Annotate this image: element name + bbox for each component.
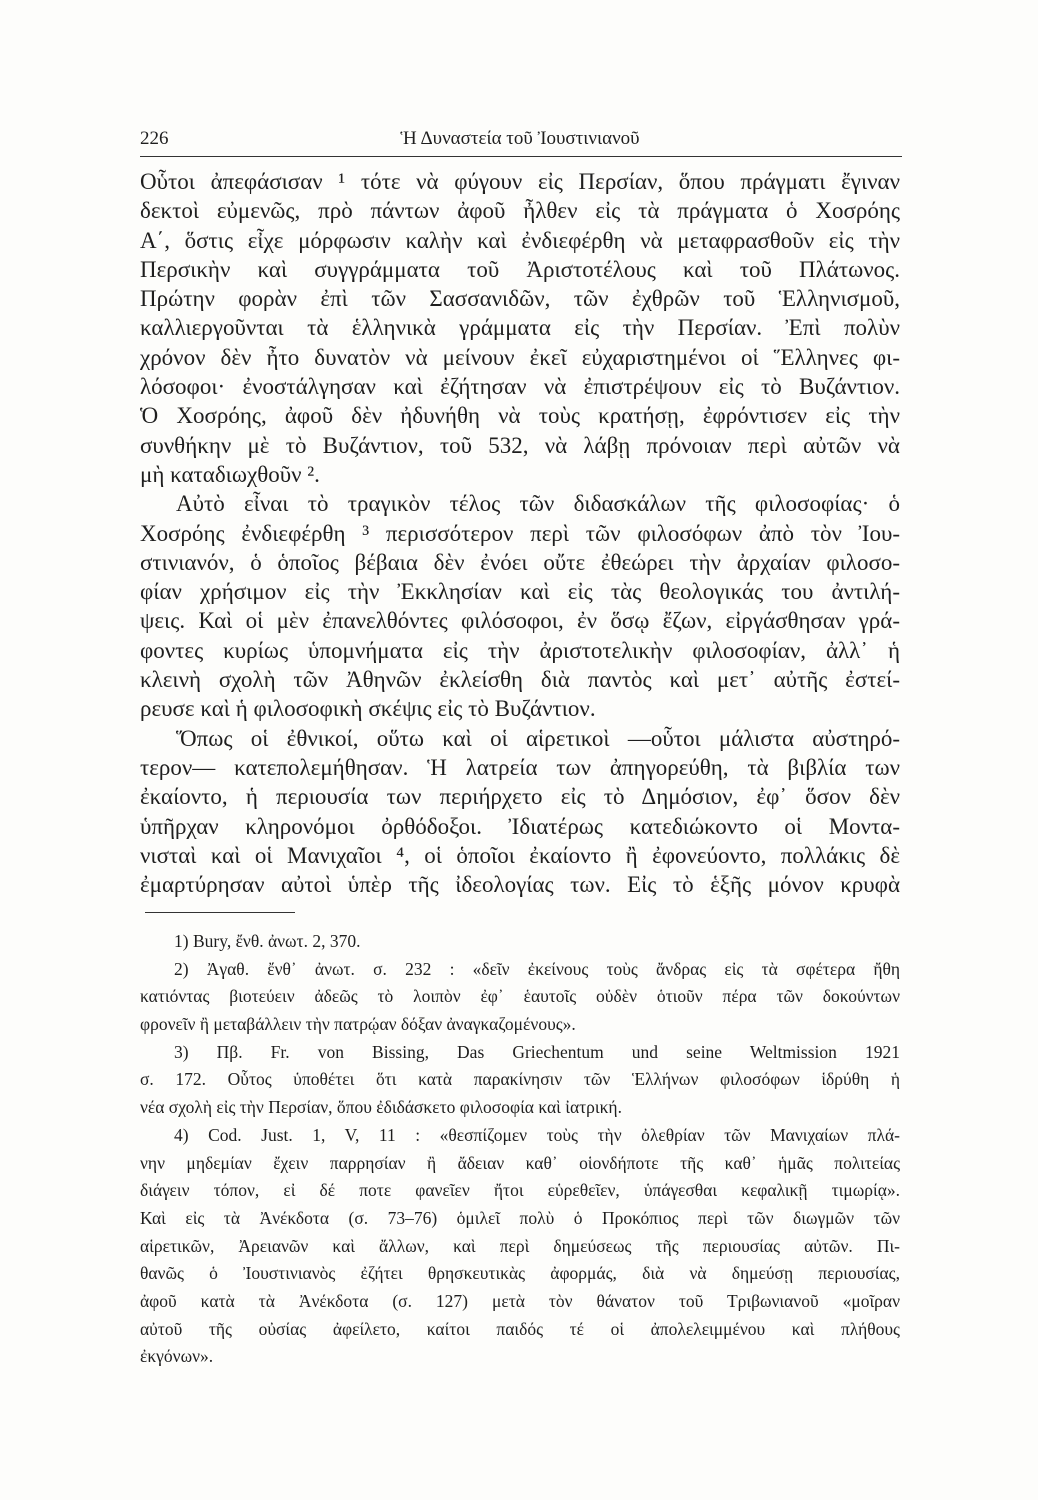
paragraph-line: ψεις. Καὶ οἱ μὲν ἐπανελθόντες φιλόσοφοι, ἐν ὅσῳ ἔζων, εἰργάσθησαν γρά- <box>140 608 900 634</box>
footnote-line: αἱρετικῶν, Ἀρειανῶν καὶ ἄλλων, καὶ περὶ δημεύσεως τῆς περιουσίας αὐτῶν. Πι- <box>140 1235 900 1256</box>
page-number: 226 <box>140 128 169 149</box>
paragraph-line: στινιανόν, ὁ ὁποῖος βέβαια δὲν ἐνόει οὔτε ἐθεώρει τὴν ἀρχαίαν φιλοσο- <box>140 549 900 575</box>
footnote-line: νέα σχολὴ εἰς τὴν Περσίαν, ὅπου ἐδιδάσκετο φιλοσοφία καὶ ἰατρική. <box>140 1097 622 1118</box>
footnote <box>140 1122 900 1371</box>
paragraph-line: τερον— κατεπολεμήθησαν. Ἡ λατρεία των ἀπηγορεύθη, τὰ βιβλία των <box>140 754 900 780</box>
footnote-line: αὐτοῦ τῆς οὐσίας ἀφείλετο, καίτοι παιδός τέ οἱ ἀπολελειμμένου καὶ πλήθους <box>140 1318 900 1339</box>
paragraph-line: Οὗτοι ἀπεφάσισαν ¹ τότε νὰ φύγουν εἰς Περσίαν, ὅπου πράγματι ἔγιναν <box>140 169 900 194</box>
header-rule <box>140 156 902 157</box>
footnote-line: κατιόντας βιοτεύειν ἀδεῶς τὸ λοιπὸν ἐφ᾽ ἑαυτοῖς οὐδὲν ὁτιοῦν πέρα τῶν δοκούντων <box>140 986 900 1007</box>
footnote-line: 2) Ἀγαθ. ἔνθ᾽ ἀνωτ. σ. 232 : «δεῖν ἐκείνους τοὺς ἄνδρας εἰς τὰ σφέτερα ἤθη <box>174 958 900 979</box>
paragraph-line: ρευσε καὶ ἡ φιλοσοφικὴ σκέψις εἰς τὸ Βυζάντιον. <box>140 696 596 722</box>
paragraph <box>140 167 900 489</box>
footnote-line: ἀφοῦ κατὰ τὰ Ἀνέκδοτα (σ. 127) μετὰ τὸν θάνατον τοῦ Τριβωνιανοῦ «μοῖραν <box>140 1290 900 1311</box>
footnote-line: νην μηδεμίαν ἔχειν παρρησίαν ἢ ἄδειαν καθ᾽ οἱονδήποτε τῆς καθ᾽ ἡμᾶς πολιτείας <box>140 1152 900 1173</box>
footnote <box>140 928 900 956</box>
paragraph-line: ἐκαίοντο, ἡ περιουσία των περιήρχετο εἰς τὸ Δημόσιον, ἐφ᾽ ὅσον δὲν <box>140 784 900 810</box>
paragraph-line: Χοσρόης ἐνδιεφέρθη ³ περισσότερον περὶ τῶν φιλοσόφων ἀπὸ τὸν Ἰου- <box>140 520 900 546</box>
paragraph-line: δεκτοὶ εὐμενῶς, πρὸ πάντων ἀφοῦ ἦλθεν εἰς τὰ πράγματα ὁ Χοσρόης <box>140 198 900 224</box>
footnote-line: 4) Cod. Just. 1, V, 11 : «θεσπίζομεν τοὺς τὴν ὀλεθρίαν τῶν Μανιχαίων πλά- <box>174 1124 900 1145</box>
paragraph-line: μὴ καταδιωχθοῦν ². <box>140 461 320 487</box>
paragraph-line: Πρώτην φορὰν ἐπὶ τῶν Σασσανιδῶν, τῶν ἐχθρῶν τοῦ Ἑλληνισμοῦ, <box>140 286 900 312</box>
footnote-line: φρονεῖν ἢ μεταβάλλειν τὴν πατρῴαν δόξαν ἀναγκαζομένους». <box>140 1014 576 1035</box>
paragraph-line: καλλιεργοῦνται τὰ ἑλληνικὰ γράμματα εἰς τὴν Περσίαν. Ἐπὶ πολὺν <box>140 315 900 341</box>
footnotes <box>140 928 900 1371</box>
footnote-line: διάγειν τόπον, εἰ δέ ποτε φανεῖεν ἤτοι εὑρεθεῖεν, ὑπάγεσθαι κεφαλικῇ τιμωρίᾳ». <box>140 1180 900 1201</box>
paragraph <box>140 489 900 723</box>
paragraph-line: συνθήκην μὲ τὸ Βυζάντιον, τοῦ 532, νὰ λάβῃ πρόνοιαν περὶ αὐτῶν νὰ <box>140 432 900 458</box>
paragraph-line: ἐμαρτύρησαν αὐτοὶ ὑπὲρ τῆς ἰδεολογίας των. Εἰς τὸ ἑξῆς μόνον κρυφὰ <box>140 872 900 898</box>
footnote-line: θανῶς ὁ Ἰουστινιανὸς ἐζήτει θρησκευτικὰς ἀφορμάς, διὰ νὰ δημεύσῃ περιουσίας, <box>140 1263 900 1284</box>
paragraph-line: χρόνον δὲν ἦτο δυνατὸν νὰ μείνουν ἐκεῖ εὐχαριστημένοι οἱ Ἕλληνες φι- <box>140 344 900 370</box>
footnote-line: 3) Πβ. Fr. von Bissing, Das Griechentum und seine Weltmission 1921 <box>174 1041 900 1062</box>
paragraph-line: φοντες κυρίως ὑπομνήματα εἰς τὴν ἀριστοτελικὴν φιλοσοφίαν, ἀλλ᾽ ἡ <box>140 637 900 663</box>
body-text <box>140 167 900 899</box>
paragraph-line: Α΄, ὅστις εἶχε μόρφωσιν καλὴν καὶ ἐνδιεφέρθη νὰ μεταφρασθοῦν εἰς τὴν <box>140 227 900 253</box>
footnote <box>140 1039 900 1122</box>
footnote-line: 1) Bury, ἔνθ. ἀνωτ. 2, 370. <box>174 931 361 951</box>
paragraph-line: Αὐτὸ εἶναι τὸ τραγικὸν τέλος τῶν διδασκάλων τῆς φιλοσοφίας· ὁ <box>176 491 900 517</box>
paragraph-line: νισταὶ καὶ οἱ Μανιχαῖοι ⁴, οἱ ὁποῖοι ἐκαίοντο ἢ ἐφονεύοντο, πολλάκις δὲ <box>140 842 900 868</box>
footnote-line: σ. 172. Οὗτος ὑποθέτει ὅτι κατὰ παρακίνησιν τῶν Ἑλλήνων φιλοσόφων ἱδρύθη ἡ <box>140 1069 900 1090</box>
footnote <box>140 956 900 1039</box>
footnote-line: Καὶ εἰς τὰ Ἀνέκδοτα (σ. 73–76) ὁμιλεῖ πολὺ ὁ Προκόπιος περὶ τῶν διωγμῶν τῶν <box>140 1207 900 1228</box>
paragraph-line: Ὁ Χοσρόης, ἀφοῦ δὲν ἠδυνήθη νὰ τοὺς κρατήσῃ, ἐφρόντισεν εἰς τὴν <box>140 403 900 429</box>
paragraph-line: Περσικὴν καὶ συγγράμματα τοῦ Ἀριστοτέλους καὶ τοῦ Πλάτωνος. <box>140 256 900 282</box>
running-title: Ἡ Δυναστεία τοῦ Ἰουστινιανοῦ <box>400 128 640 149</box>
footnote-rule <box>145 912 295 913</box>
footnote-line: ἐκγόνων». <box>140 1346 214 1367</box>
paragraph-line: φίαν χρήσιμον εἰς τὴν Ἐκκλησίαν καὶ εἰς τὰς θεολογικάς του ἀντιλή- <box>140 579 900 605</box>
paragraph <box>140 724 900 900</box>
paragraph-line: ὑπῆρχαν κληρονόμοι ὀρθόδοξοι. Ἰδιατέρως κατεδιώκοντο οἱ Μοντα- <box>140 813 900 839</box>
paragraph-line: λόσοφοι· ἐνοστάλγησαν καὶ ἐζήτησαν νὰ ἐπιστρέψουν εἰς τὸ Βυζάντιον. <box>140 374 900 400</box>
paragraph-line: κλεινὴ σχολὴ τῶν Ἀθηνῶν ἐκλείσθη διὰ παντὸς καὶ μετ᾽ αὐτῆς ἐστεί- <box>140 667 900 693</box>
paragraph-line: Ὅπως οἱ ἐθνικοί, οὕτω καὶ οἱ αἱρετικοὶ —οὗτοι μάλιστα αὐστηρό- <box>176 725 900 751</box>
